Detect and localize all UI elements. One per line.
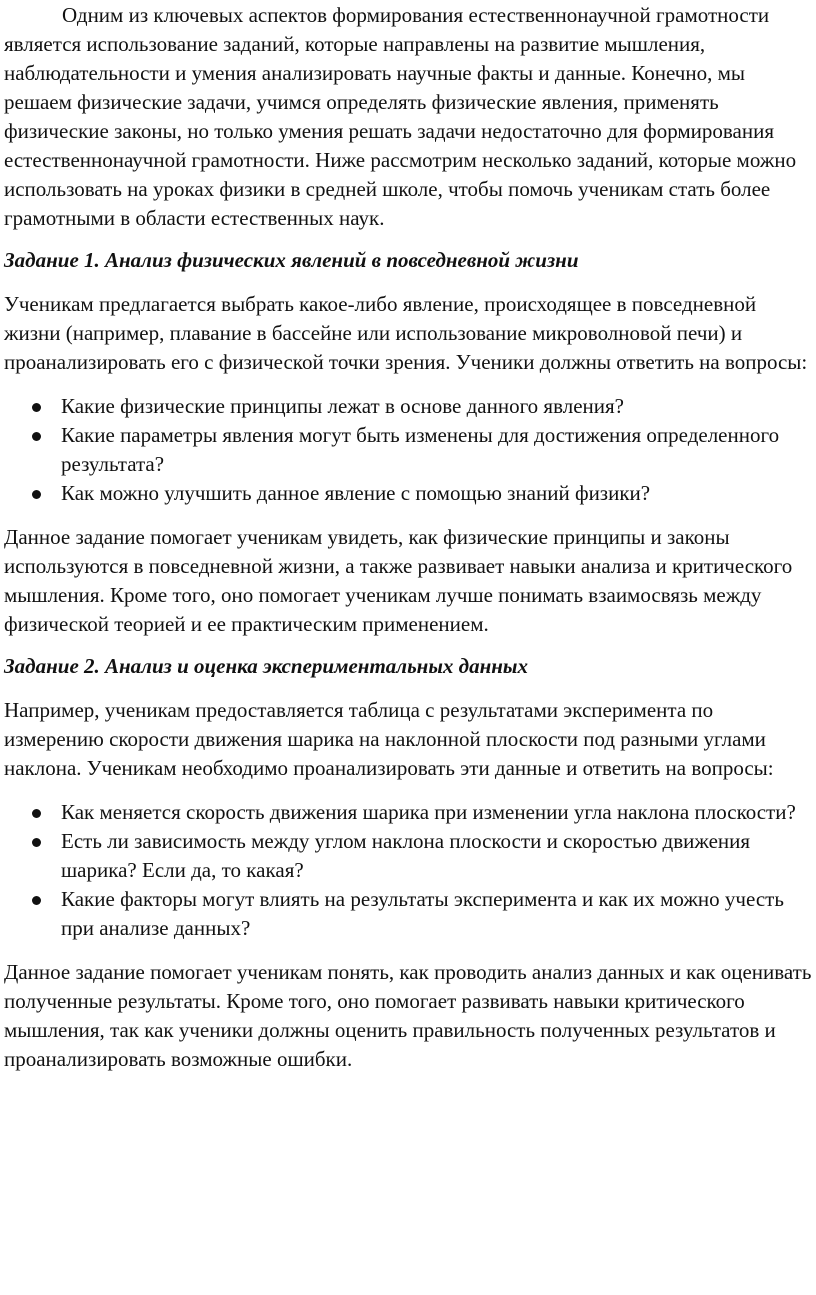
question-text: Как меняется скорость движения шарика при изменении угла наклона плоскости?	[61, 800, 796, 824]
question-text: Есть ли зависимость между углом наклона плоскости и скоростью движения шарика? Если да, то какая?	[61, 829, 751, 882]
bullet-icon	[32, 896, 41, 905]
task-2-conclusion: Данное задание помогает ученикам понять, как проводить анализ данных и как оценивать полученные результаты. Кроме того, оно помогает развивать навыки критического мышления, так как ученики должны оценить правильность полученных результатов и проанализировать возможные ошибки.	[4, 960, 812, 1071]
question-text: Какие факторы могут влиять на результаты эксперимента и как их можно учесть при анализе данных?	[61, 887, 784, 940]
list-item	[4, 392, 814, 421]
document-page	[4, 1, 814, 1074]
task-2-description: Например, ученикам предоставляется таблица с результатами эксперимента по измерению скорости движения шарика на наклонной плоскости под разными углами наклона. Ученикам необходимо проанализировать эти данные и ответить на вопросы:	[4, 698, 774, 780]
task-2-heading: Задание 2. Анализ и оценка экспериментальных данных	[4, 654, 528, 678]
list-item	[4, 479, 814, 508]
task-2-questions	[4, 798, 814, 943]
question-text: Какие параметры явления могут быть изменены для достижения определенного результата?	[61, 423, 780, 476]
bullet-icon	[32, 809, 41, 818]
task-1-questions	[4, 392, 814, 508]
question-text: Как можно улучшить данное явление с помощью знаний физики?	[61, 481, 651, 505]
task-1-heading: Задание 1. Анализ физических явлений в повседневной жизни	[4, 248, 579, 272]
question-text: Какие физические принципы лежат в основе данного явления?	[61, 394, 624, 418]
intro-paragraph: Одним из ключевых аспектов формирования естественнонаучной грамотности является использование заданий, которые направлены на развитие мышления, наблюдательности и умения анализировать научные факты и данные. Конечно, мы решаем физические задачи, учимся определять физические явления, применять физические законы, но только умения решать задачи недостаточно для формирования естественнонаучной грамотности. Ниже рассмотрим несколько заданий, которые можно использовать на уроках физики в средней школе, чтобы помочь ученикам стать более грамотными в области естественных наук.	[4, 3, 797, 230]
list-item	[4, 798, 814, 827]
task-1-conclusion: Данное задание помогает ученикам увидеть, как физические принципы и законы используются в повседневной жизни, а также развивает навыки анализа и критического мышления. Кроме того, оно помогает ученикам лучше понимать взаимосвязь между физической теорией и ее практическим применением.	[4, 525, 793, 636]
task-1-description: Ученикам предлагается выбрать какое-либо явление, происходящее в повседневной жизни (например, плавание в бассейне или использование микроволновой печи) и проанализировать его с физической точки зрения. Ученики должны ответить на вопросы:	[4, 292, 808, 374]
bullet-icon	[32, 403, 41, 412]
list-item	[4, 827, 814, 885]
bullet-icon	[32, 490, 41, 499]
list-item	[4, 421, 814, 479]
bullet-icon	[32, 432, 41, 441]
list-item	[4, 885, 814, 943]
bullet-icon	[32, 838, 41, 847]
